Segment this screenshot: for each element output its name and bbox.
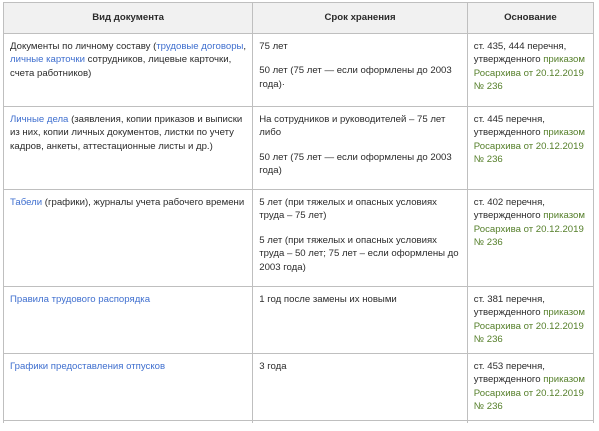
basis-cell <box>467 354 593 421</box>
basis-text: ст. 381 перечня, утвержденного <box>473 294 545 319</box>
doc-type-cell <box>4 190 253 287</box>
timesheets-link[interactable]: Табели <box>10 197 43 208</box>
doc-text: (графики), журналы учета рабочего времени <box>42 197 245 208</box>
header-doc-type: Вид документа <box>4 3 253 34</box>
retention-text: 5 лет (при тяжелых и опасных условиях труда – 75 лет) <box>259 197 437 222</box>
basis-text: ст. 402 перечня, утвержденного <box>473 197 545 222</box>
doc-text: (заявления, копии приказов и выписки из них, копии личных документов, листки по учету кадров, анкеты, аттестационные листы и др.) <box>10 114 243 152</box>
doc-type-cell <box>4 34 253 107</box>
retention-cell <box>253 34 468 107</box>
retention-text: 1 год после замены их новыми <box>259 294 397 305</box>
doc-text: сотрудников, лицевые карточки, счета работников) <box>10 54 232 79</box>
rosarchive-order-link[interactable]: приказом Росархива от 20.12.2019 № 236 <box>473 54 585 93</box>
retention-text: На сотрудников и руководителей – 75 лет либо <box>259 114 446 139</box>
table-row <box>4 354 594 421</box>
basis-text: ст. 445 перечня, утвержденного <box>473 114 545 139</box>
table-row <box>4 287 594 354</box>
basis-text: ст. 453 перечня, утвержденного <box>473 361 545 386</box>
vacation-schedules-link[interactable]: Графики предоставления отпусков <box>10 361 166 372</box>
empty-cell <box>253 421 468 424</box>
labor-contracts-link[interactable]: трудовые договоры <box>156 41 244 52</box>
rosarchive-order-link[interactable]: приказом Росархива от 20.12.2019 № 236 <box>473 307 585 346</box>
doc-type-cell <box>4 287 253 354</box>
retention-cell <box>253 354 468 421</box>
empty-cell <box>467 421 593 424</box>
doc-text: Документы по личному составу ( <box>10 41 157 52</box>
doc-type-cell <box>4 354 253 421</box>
retention-cell <box>253 190 468 287</box>
retention-text: 50 лет (75 лет — если оформлены до 2003 года)· <box>259 65 452 90</box>
personal-files-link[interactable]: Личные дела <box>10 114 69 125</box>
personal-cards-link[interactable]: личные карточки <box>10 54 85 66</box>
basis-cell <box>467 287 593 354</box>
retention-text: 3 года <box>259 361 287 372</box>
empty-cell <box>4 421 253 424</box>
table-row <box>4 190 594 287</box>
retention-cell <box>253 287 468 354</box>
basis-cell <box>467 190 593 287</box>
table-row <box>4 34 594 107</box>
rosarchive-order-link[interactable]: приказом Росархива от 20.12.2019 № 236 <box>473 374 585 413</box>
header-retention: Срок хранения <box>253 3 468 34</box>
doc-text: , <box>243 41 247 52</box>
basis-cell <box>467 107 593 190</box>
retention-text: 5 лет (при тяжелых и опасных условиях труда – 50 лет; 75 лет – если оформлены до 2003 года) <box>259 234 459 273</box>
retention-table <box>3 2 594 423</box>
basis-text: ст. 435, 444 перечня, утвержденного <box>473 41 567 66</box>
doc-type-cell <box>4 107 253 190</box>
table-row-continued <box>4 421 594 424</box>
retention-cell <box>253 107 468 190</box>
retention-text: 75 лет <box>259 41 288 52</box>
rosarchive-order-link[interactable]: приказом Росархива от 20.12.2019 № 236 <box>473 210 585 249</box>
basis-cell <box>467 34 593 107</box>
work-rules-link[interactable]: Правила трудового распорядка <box>10 294 151 305</box>
rosarchive-order-link[interactable]: приказом Росархива от 20.12.2019 № 236 <box>473 127 585 166</box>
retention-text: 50 лет (75 лет — если оформлены до 2003 года) <box>259 151 452 177</box>
table-header-row <box>4 3 594 34</box>
table-row <box>4 107 594 190</box>
header-basis: Основание <box>467 3 593 34</box>
